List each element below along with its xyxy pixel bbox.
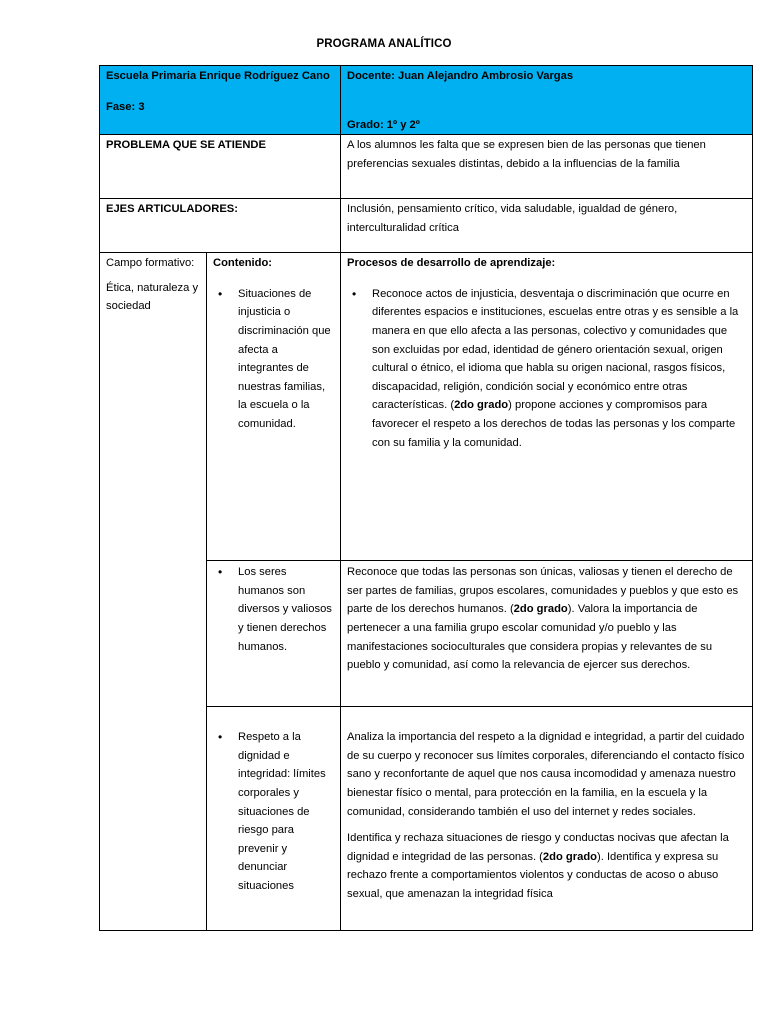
contenido-cell-3 [207, 707, 341, 931]
phase-label: Fase: 3 [106, 100, 145, 113]
problem-row [100, 135, 753, 199]
content-row-1 [100, 253, 753, 561]
procesos-item-3-para-2: Identifica y rechaza situaciones de riesgo y conductas nocivas que afectan la dignidad e integridad de las personas. (2do grado). Identifica y expresa su rechazo frente a comportamientos violentos y conductas de acoso o abuso sexual, que amenazan la integridad física [347, 832, 729, 900]
procesos-label: Procesos de desarrollo de aprendizaje: [347, 257, 556, 270]
contenido-cell-1 [207, 253, 341, 561]
program-table [99, 65, 753, 931]
axes-label: EJES ARTICULADORES: [100, 199, 341, 253]
procesos-cell-3 [341, 707, 753, 931]
header-row [100, 66, 753, 135]
contenido-label: Contenido: [213, 257, 273, 270]
procesos-cell-2 [341, 561, 753, 707]
procesos-cell-1 [341, 253, 753, 561]
procesos-item-2: Reconoce que todas las personas son únicas, valiosas y tienen el derecho de ser partes de familias, grupos escolares, comunidades y pueblos y que esto es parte de los derechos humanos. (2do grado). Valora la importancia de pertenecer a una familia grupo escolar comunidad y/o pueblo y las manifestaciones socioculturales que considera propias y relevantes de su pueblo y comunidad, así como la relevancia de ejercer sus derechos. [347, 566, 739, 672]
contenido-item: • Respeto a la dignidad e integridad: límites corporales y situaciones de riesgo para prevenir y denunciar situaciones [238, 728, 334, 895]
campo-value: Ética, naturaleza y sociedad [106, 281, 199, 313]
campo-label: Campo formativo: [106, 257, 195, 270]
teacher-name: Docente: Juan Alejandro Ambrosio Vargas [347, 70, 574, 82]
problem-text: A los alumnos les falta que se expresen bien de las personas que tienen preferencias sexuales distintas, debido a la influencias de la familia [341, 135, 753, 199]
problem-label: PROBLEMA QUE SE ATIENDE [100, 135, 341, 199]
campo-cell [100, 253, 207, 931]
grade-label: Grado: 1º y 2º [347, 118, 420, 131]
axes-text: Inclusión, pensamiento crítico, vida saludable, igualdad de género, interculturalidad crítica [341, 199, 753, 253]
procesos-item-3-para-1: Analiza la importancia del respeto a la dignidad e integridad, a partir del cuidado de su cuerpo y reconocer sus límites corporales, diferenciando el contacto físico sano y reconfortante de aquel que nos causa incomodidad y amenaza nuestro bienestar físico o mental, para protección en la familia, en la escuela y la comunidad, considerando también el uso del internet y redes sociales. [347, 731, 745, 818]
axes-row [100, 199, 753, 253]
contenido-cell-2 [207, 561, 341, 707]
procesos-item-1: • Reconoce actos de injusticia, desventaja o discriminación que ocurre en diferentes espacios e instituciones, escuelas entre otras y es sensible a la manera en que ello afecta a las personas, colectivo y comunidades que son excluidas por edad, identidad de género orientación sexual, origen cultural o étnico, el idioma que habla su origen nacional, rasgos físicos, discapacidad, religión, condición social y económico entre otras características. (2do grado) propone acciones y compromisos para favorecer el respeto a los derechos de todas las personas y los comparte con su familia y la comunidad. [372, 285, 746, 452]
contenido-item: • Los seres humanos son diversos y valiosos y tienen derechos humanos. [238, 563, 334, 656]
teacher-cell [341, 66, 753, 135]
page-title: PROGRAMA ANALÍTICO [316, 38, 452, 50]
contenido-item: • Situaciones de injusticia o discriminación que afecta a integrantes de nuestras familias, la escuela o la comunidad. [238, 285, 334, 434]
school-name: Escuela Primaria Enrique Rodríguez Cano [106, 70, 330, 82]
school-cell [100, 66, 341, 135]
